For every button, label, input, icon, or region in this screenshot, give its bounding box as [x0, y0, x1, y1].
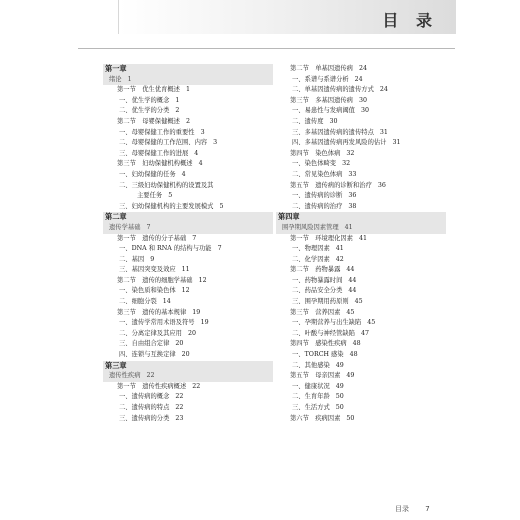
- toc-section[interactable]: [103, 276, 273, 287]
- toc-item[interactable]: [276, 361, 446, 372]
- toc-item[interactable]: [276, 350, 446, 361]
- toc-entry-text: 二、遗传病的治疗: [292, 202, 343, 210]
- toc-entry-text: 二、分离定律及其应用: [119, 329, 182, 337]
- toc-page-number: 22: [146, 372, 155, 380]
- toc-page-number: 23: [175, 414, 184, 422]
- toc-page-number: 22: [175, 404, 184, 411]
- toc-entry-text: 第三章: [105, 360, 127, 370]
- toc-page-number: 49: [346, 372, 355, 380]
- toc-entry-text: 第三节 多基因遗传病: [290, 96, 353, 104]
- toc-page-number: 9: [150, 255, 155, 263]
- toc-entry-text: 三、生活方式: [292, 404, 330, 411]
- toc-entry-text: 二、单基因遗传病的遗传方式: [292, 86, 374, 94]
- toc-page-number: 24: [358, 65, 367, 72]
- toc-page-number: 24: [354, 75, 363, 83]
- toc-page-number: 44: [348, 276, 357, 284]
- toc-section[interactable]: [103, 234, 273, 245]
- toc-entry-text: 一、母婴保健工作的重要性: [119, 128, 195, 136]
- header-rule: [78, 48, 455, 49]
- toc-page-number: 5: [219, 202, 224, 210]
- toc-item[interactable]: [103, 96, 273, 107]
- toc-entry-text: 第四节 感染性疾病: [290, 340, 347, 348]
- toc-page-number: 50: [335, 404, 344, 411]
- toc-page-number: 11: [181, 266, 190, 274]
- toc-section[interactable]: [276, 234, 446, 245]
- toc-page-number: 44: [346, 266, 355, 274]
- toc-item[interactable]: [276, 318, 446, 329]
- toc-entry-text: 一、系谱与系谱分析: [292, 75, 349, 83]
- toc-entry-text: 二、叶酸与神经管缺陷: [292, 329, 355, 337]
- toc-entry-text: 二、生育年龄: [292, 393, 330, 401]
- toc-page-number: 30: [358, 96, 367, 104]
- toc-item[interactable]: [103, 414, 273, 425]
- toc-entry-text: 第五节 母亲因素: [290, 372, 341, 380]
- toc-section[interactable]: [276, 371, 446, 382]
- toc-entry-text: 一、优生学的概念: [119, 96, 170, 104]
- toc-item[interactable]: [276, 170, 446, 181]
- toc-entry-text: 第一节 环境理化因素: [290, 234, 353, 242]
- toc-page-number: 42: [335, 255, 344, 263]
- toc-entry-text: 二、三级妇幼保健机构的设置及其: [119, 181, 214, 189]
- toc-entry-text: 二、遗传病的特点: [119, 404, 170, 411]
- toc-item[interactable]: [103, 244, 273, 255]
- toc-chapter-heading[interactable]: [276, 212, 446, 223]
- toc-section[interactable]: [276, 96, 446, 107]
- toc-page-number: 41: [358, 234, 367, 242]
- toc-item[interactable]: [276, 403, 446, 414]
- toc-item[interactable]: [103, 350, 273, 361]
- toc-entry-text: 第四节 染色体病: [290, 149, 341, 157]
- toc-item[interactable]: [103, 255, 273, 266]
- toc-entry-text: 第六节 疾病因素: [290, 414, 341, 422]
- toc-entry-text: 三、母婴保健工作的进展: [119, 149, 189, 157]
- toc-entry-text: 第三节 遗传的基本规律: [117, 308, 187, 316]
- toc-section[interactable]: [276, 181, 446, 192]
- toc-page-number: 7: [146, 223, 151, 231]
- toc-page-number: 4: [198, 160, 203, 168]
- toc-entry-text: 第三节 营养因素: [290, 308, 341, 316]
- toc-entry-text: 二、其他感染: [292, 361, 330, 369]
- toc-item[interactable]: [103, 138, 273, 149]
- toc-page-number: 20: [175, 340, 184, 348]
- toc-entry-text: 三、多基因遗传病的遗传特点: [292, 128, 374, 136]
- toc-item[interactable]: [103, 339, 273, 350]
- toc-entry-text: 二、遗传度: [292, 117, 324, 125]
- toc-entry-text: 三、围孕期用药原则: [292, 298, 349, 306]
- toc-entry-text: 三、基因突变及效应: [119, 266, 176, 274]
- toc-section[interactable]: [103, 308, 273, 319]
- toc-page-number: 22: [192, 382, 201, 390]
- toc-page-number: 12: [181, 287, 190, 295]
- toc-item[interactable]: [103, 392, 273, 403]
- toc-page-number: 36: [348, 192, 357, 200]
- toc-entry-text: 一、药物暴露时间: [292, 276, 343, 284]
- toc-section[interactable]: [276, 339, 446, 350]
- toc-item[interactable]: [276, 244, 446, 255]
- toc-section[interactable]: [103, 159, 273, 170]
- toc-chapter-heading[interactable]: [103, 361, 273, 372]
- toc-entry-text: 围孕期风险因素管理: [282, 223, 339, 231]
- toc-entry-text: 第一节 遗传性疾病概述: [117, 382, 187, 390]
- toc-section[interactable]: [103, 382, 273, 393]
- toc-chapter-title[interactable]: [103, 371, 273, 382]
- toc-page-number: 31: [379, 128, 388, 136]
- toc-entry-text: 二、基因: [119, 255, 145, 263]
- toc-item[interactable]: [276, 191, 446, 202]
- toc-section[interactable]: [276, 64, 446, 75]
- toc-entry-text: 三、遗传病的分类: [119, 414, 170, 422]
- toc-page-number: 5: [168, 192, 173, 200]
- toc-page-number: 3: [200, 128, 205, 136]
- toc-left-column: [103, 64, 273, 424]
- toc-item[interactable]: [276, 128, 446, 139]
- toc-item[interactable]: [103, 265, 273, 276]
- toc-section[interactable]: [276, 414, 446, 425]
- toc-entry-text: 第二节 药物暴露: [290, 266, 341, 274]
- toc-item[interactable]: [276, 276, 446, 287]
- toc-chapter-title[interactable]: [103, 75, 273, 86]
- page-footer: [395, 504, 430, 514]
- toc-item[interactable]: [276, 392, 446, 403]
- toc-entry-text: 二、母婴保健的工作范围、内容: [119, 139, 208, 147]
- toc-item[interactable]: [276, 75, 446, 86]
- toc-item[interactable]: [103, 181, 273, 192]
- toc-entry-text: 一、孕期营养与出生缺陷: [292, 319, 362, 327]
- toc-page-number: 45: [367, 319, 376, 327]
- toc-page-number: 32: [342, 160, 351, 168]
- toc-item[interactable]: [103, 286, 273, 297]
- toc-entry-text: 一、易患性与发病阈值: [292, 107, 355, 115]
- toc-item[interactable]: [103, 202, 273, 213]
- toc-entry-text: 第二节 母婴保健概述: [117, 117, 180, 125]
- footer-label: 目录: [395, 505, 409, 513]
- toc-entry-text: 一、物理因素: [292, 245, 330, 253]
- toc-section[interactable]: [276, 308, 446, 319]
- toc-page-number: 2: [185, 117, 190, 125]
- toc-entry-text: 第四章: [278, 212, 300, 222]
- toc-entry-text: 二、常见染色体病: [292, 170, 343, 178]
- toc-item[interactable]: [103, 329, 273, 340]
- toc-page-number: 19: [200, 319, 209, 327]
- toc-entry-text: 一、染色体畸变: [292, 160, 337, 168]
- toc-page-number: 4: [181, 170, 186, 178]
- toc-entry-text: 二、优生学的分类: [119, 107, 170, 115]
- toc-page-number: 7: [217, 245, 222, 253]
- toc-page-number: 12: [198, 276, 207, 284]
- toc-item[interactable]: [103, 128, 273, 139]
- toc-entry-text: 四、连锁与互换定律: [119, 351, 176, 359]
- toc-entry-text: 一、染色质和染色体: [119, 287, 176, 295]
- toc-page-number: 49: [335, 361, 344, 369]
- toc-item[interactable]: [103, 318, 273, 329]
- toc-item[interactable]: [276, 286, 446, 297]
- toc-right-column: [276, 64, 446, 424]
- toc-entry-text: 第二节 遗传的细胞学基础: [117, 276, 193, 284]
- toc-entry-text: 一、妇幼保健的任务: [119, 170, 176, 178]
- toc-page-number: 44: [348, 287, 357, 295]
- footer-page-number: 7: [425, 505, 430, 513]
- toc-entry-text: 第一节 遗传的分子基础: [117, 234, 187, 242]
- toc-chapter-title[interactable]: [103, 223, 273, 234]
- toc-entry-text: 第二节 单基因遗传病: [290, 65, 353, 72]
- toc-section[interactable]: [103, 117, 273, 128]
- toc-item[interactable]: [103, 170, 273, 181]
- toc-page-number: 19: [192, 308, 201, 316]
- toc-entry-text: 一、遗传病的诊断: [292, 192, 343, 200]
- toc-item[interactable]: [276, 202, 446, 213]
- toc-page-number: 20: [187, 329, 196, 337]
- toc-page-number: 32: [346, 149, 355, 157]
- toc-item[interactable]: [276, 85, 446, 96]
- toc-page-number: 7: [192, 234, 197, 242]
- toc-entry-text: 一、DNA 和 RNA 的结构与功能: [119, 245, 212, 253]
- toc-page-number: 41: [335, 245, 344, 253]
- toc-entry-text: 遗传学基础: [109, 223, 141, 231]
- toc-entry-text: 一、遗传学常用术语及符号: [119, 319, 195, 327]
- toc-entry-text: 主要任务: [137, 192, 163, 200]
- page-title: 目 录: [382, 11, 438, 30]
- toc-page-number: 30: [329, 117, 338, 125]
- toc-entry-text: 第二章: [105, 212, 127, 222]
- header-box: [118, 0, 456, 34]
- toc-page-number: 50: [335, 393, 344, 401]
- toc-item[interactable]: [276, 329, 446, 340]
- toc-section[interactable]: [276, 149, 446, 160]
- toc-page-number: 24: [379, 86, 388, 94]
- toc-page-number: 1: [127, 75, 132, 83]
- toc-chapter-heading[interactable]: [103, 212, 273, 223]
- toc-page-number: 20: [181, 351, 190, 359]
- toc-item[interactable]: [103, 149, 273, 160]
- toc-page-number: 30: [360, 107, 369, 115]
- toc-section[interactable]: [103, 85, 273, 96]
- toc-page-number: 45: [346, 308, 355, 316]
- toc-item[interactable]: [276, 297, 446, 308]
- toc-item[interactable]: [103, 403, 273, 414]
- toc-entry-text: 第三节 妇幼保健机构概述: [117, 160, 193, 168]
- toc-page-number: 1: [175, 96, 180, 104]
- toc-entry-text: 第一节 优生优育概述: [117, 86, 180, 94]
- toc-page-number: 3: [213, 139, 218, 147]
- toc-entry-text: 一、遗传病的概念: [119, 393, 170, 401]
- toc-entry-text: 一、健康状况: [292, 382, 330, 390]
- toc-page-number: 22: [175, 393, 184, 401]
- toc-item[interactable]: [276, 138, 446, 149]
- toc-item[interactable]: [103, 106, 273, 117]
- toc-page-number: 48: [349, 351, 358, 359]
- toc-entry-text: 二、细胞分裂: [119, 298, 157, 306]
- toc-entry-text: 二、药品安全分类: [292, 287, 343, 295]
- toc-page-number: 14: [162, 298, 171, 306]
- toc-page-number: 33: [348, 170, 357, 178]
- toc-entry-text: 第一章: [105, 64, 127, 73]
- toc-page-number: 50: [346, 414, 355, 422]
- toc-item[interactable]: [103, 297, 273, 308]
- toc-item[interactable]: [276, 255, 446, 266]
- toc-page-number: 31: [392, 139, 401, 147]
- toc-chapter-heading[interactable]: [103, 64, 273, 75]
- toc-page-number: 1: [185, 86, 190, 94]
- toc-item[interactable]: [276, 117, 446, 128]
- toc-page-number: 47: [360, 329, 369, 337]
- toc-page-number: 2: [175, 107, 180, 115]
- toc-item[interactable]: [103, 191, 273, 202]
- toc-page-number: 38: [348, 202, 357, 210]
- toc-item[interactable]: [276, 382, 446, 393]
- toc-entry-text: 三、自由组合定律: [119, 340, 170, 348]
- toc-entry-text: 第五节 遗传病的诊断和治疗: [290, 181, 372, 189]
- toc-page-number: 48: [352, 340, 361, 348]
- toc-entry-text: 四、多基因遗传病再发风险的估计: [292, 139, 387, 147]
- toc-page-number: 41: [344, 223, 353, 231]
- toc-page-number: 49: [335, 382, 344, 390]
- toc-chapter-title[interactable]: [276, 223, 446, 234]
- toc-page-number: 36: [377, 181, 386, 189]
- toc-page-number: 45: [354, 298, 363, 306]
- toc-item[interactable]: [276, 159, 446, 170]
- toc-entry-text: 一、TORCH 感染: [292, 351, 344, 359]
- toc-entry-text: 三、妇幼保健机构的主要发展模式: [119, 202, 214, 210]
- toc-entry-text: 绪论: [109, 75, 122, 83]
- toc-item[interactable]: [276, 106, 446, 117]
- toc-section[interactable]: [276, 265, 446, 276]
- toc-entry-text: 二、化学因素: [292, 255, 330, 263]
- toc-page-number: 4: [194, 149, 199, 157]
- toc-entry-text: 遗传性疾病: [109, 372, 141, 380]
